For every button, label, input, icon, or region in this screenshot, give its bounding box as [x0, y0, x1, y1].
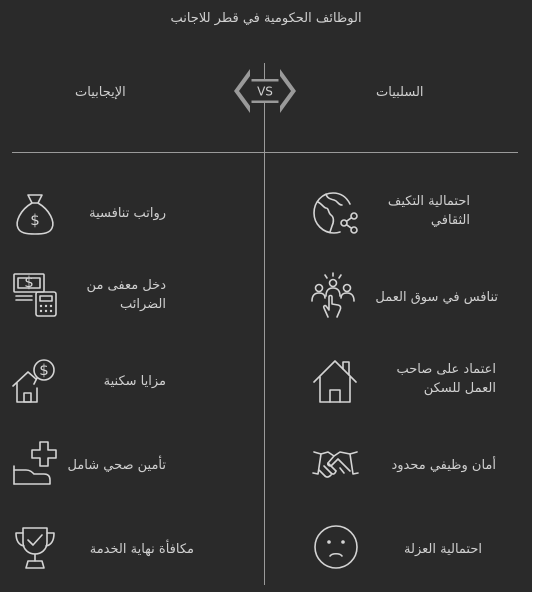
- pro-item-3: [104, 372, 166, 391]
- globe-network-icon: [312, 190, 358, 236]
- tax-free-calculator-icon: [12, 272, 58, 318]
- pros-heading: الإيجابيات: [75, 85, 126, 100]
- pro-item-1: [89, 204, 166, 223]
- vs-arrow-shape: [234, 66, 296, 116]
- con-item-3: [396, 360, 496, 398]
- pro-item-5: [90, 540, 194, 559]
- con-item-1: [388, 192, 470, 230]
- con-item-1-line-2: الثقافي: [430, 213, 470, 228]
- con-item-4-line-1: أمان وظيفي محدود: [391, 458, 496, 473]
- con-item-5: [404, 540, 482, 559]
- pro-item-4-line-1: تأمين صحي شامل: [67, 458, 166, 473]
- con-item-1-line-1: احتمالية التكيف: [387, 194, 470, 209]
- vertical-divider: [264, 63, 265, 585]
- svg-text:$: $: [39, 361, 49, 379]
- con-item-4: [391, 456, 496, 475]
- pro-item-2-line-2: الضرائب: [119, 297, 166, 312]
- sad-face-icon: [313, 524, 359, 570]
- vs-label: VS: [257, 84, 273, 99]
- cons-heading: السلبيات: [376, 85, 424, 100]
- pro-item-2: [87, 276, 166, 314]
- horizontal-divider: [12, 152, 518, 153]
- con-item-2-line-1: تنافس في سوق العمل: [375, 290, 498, 305]
- con-item-3-line-1: اعتماد على صاحب: [396, 362, 496, 377]
- pro-item-1-line-1: رواتب تنافسية: [89, 206, 166, 221]
- housing-benefit-icon: [10, 358, 56, 404]
- page-title: الوظائف الحكومية في قطر للاجانب: [170, 11, 362, 26]
- house-icon: [312, 358, 358, 404]
- handshake-icon: [312, 442, 358, 488]
- con-item-3-line-2: العمل للسكن: [423, 381, 496, 396]
- vs-badge: [234, 66, 296, 116]
- job-competition-icon: [310, 272, 356, 318]
- con-item-2: [375, 288, 498, 307]
- pro-item-3-line-1: مزايا سكنية: [103, 374, 166, 389]
- svg-text:$: $: [24, 273, 34, 291]
- pro-item-2-line-1: دخل معفى من: [86, 278, 166, 293]
- svg-text:$: $: [30, 211, 40, 229]
- health-insurance-icon: [12, 440, 58, 486]
- pro-item-5-line-1: مكافأة نهاية الخدمة: [89, 542, 194, 557]
- trophy-icon: [12, 524, 58, 570]
- con-item-5-line-1: احتمالية العزلة: [404, 542, 482, 557]
- pro-item-4: [67, 456, 166, 475]
- money-bag-icon: [12, 190, 58, 236]
